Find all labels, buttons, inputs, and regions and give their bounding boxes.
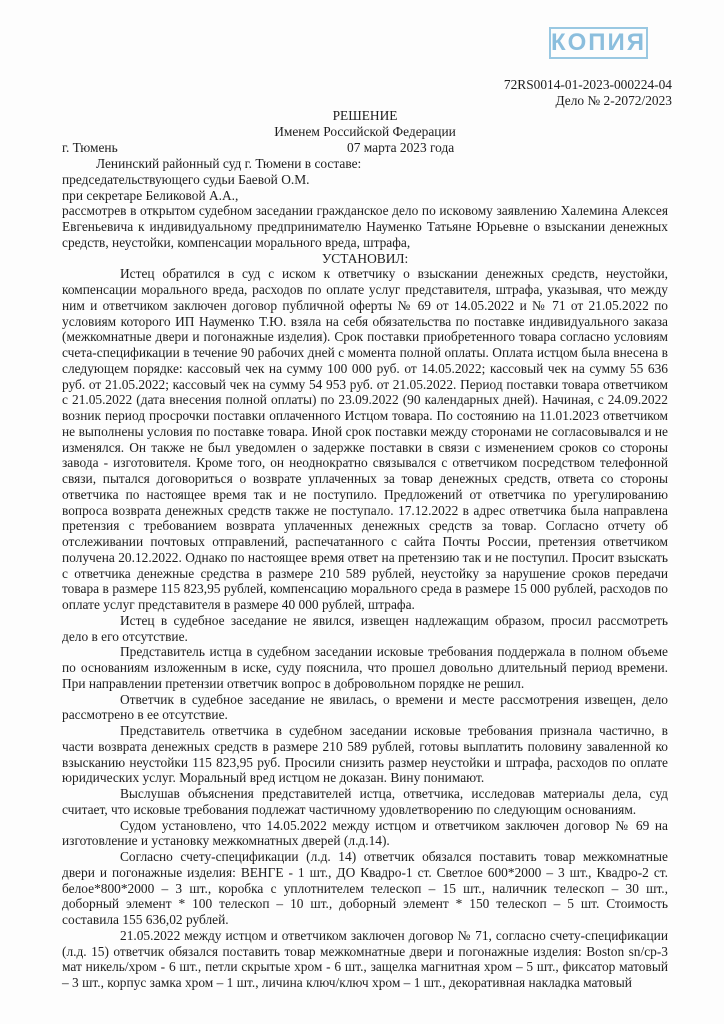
court-secretary: при секретаре Беликовой А.А., xyxy=(62,187,239,203)
paragraph: Согласно счету-спецификации (л.д. 14) ответчик обязался поставить товар межкомнатные двери и погонажные изделия: ВЕНГЕ - 1 шт., ДО Квадро-1 ст. Светлое 600*2000 – 3 шт., Квадро-2 ст. белое*800*2000 – 3 шт., коробка с уплотнителем телескоп – 15 шт., наличник телескоп – 30 шт., доборный элемент * 100 телескоп – 10 шт., доборный элемент * 150 телескоп – 5 шт. Стоимость составила 155 636,02 рублей. xyxy=(62,849,668,927)
title-block xyxy=(62,108,668,140)
presiding-judge: председательствующего судьи Баевой О.М. xyxy=(62,171,310,187)
paragraph: Истец в судебное заседание не явился, извещен надлежащим образом, просил рассмотреть дело в его отсутствие. xyxy=(62,612,668,644)
court-composition: Ленинский районный суд г. Тюмени в составе: xyxy=(96,156,362,171)
paragraph: Истец обратился в суд с иском к ответчику о взыскании денежных средств, неустойки, компенсации морального вреда, расходов по оплате услуг представителя, штрафа, указывая, что между ним и ответчиком заключен договор публичной оферты № 69 от 14.05.2022 и № 71 от 21.05.2022 по условиям которого ИП Науменко Т.Ю. взяла на себя обязательства по поставке индивидуального заказа (межкомнатные двери и погонажные изделия). Срок поставки приобретенного товара согласно условиям счета-спецификации в течение 90 рабочих дней с момента полной оплаты. Оплата истцом была внесена в следующем порядке: кассовый чек на сумму 100 000 руб. от 14.05.2022; кассовый чек на сумму 55 636 руб. от 21.05.2022; кассовый чек на сумму 54 953 руб. от 21.05.2022. Период поставки товара ответчиком с 21.05.2022 (дата внесения полной оплаты) по 23.09.2022 (90 календарных дней). Начиная, с 24.09.2022 возник период просрочки поставки оплаченного Истцом товара. По состоянию на 11.01.2023 ответчиком не выполнены условия по поставке товара. Иной срок поставки между сторонами не согласовывался и не изменялся. Он также не был уведомлен о задержке поставки в связи с изменением сроков со стороны завода - изготовителя. Кроме того, он неоднократно связывался с ответчиком посредством телефонной связи, пытался договориться о возврате уплаченных за товар денежных средств, ответа со стороны ответчика по настоящее время так и не поступило. Предложений от ответчика по урегулированию вопроса возврата денежных средств также не поступало. 17.12.2022 в адрес ответчика была направлена претензия с требованием возврата уплаченных денежных средств за товар. Согласно отчету об отслеживании почтовых отправлений, распечатанного с сайта Почты России, претензия ответчиком получена 20.12.2022. Однако по настоящее время ответ на претензию так и не поступил. Просит взыскать с ответчика денежные средства в размере 210 589 рублей, неустойку за нарушение сроков передачи товара в размере 115 823,95 рублей, компенсацию морального среда в размере 15 000 рублей, расходов по оплате услуг представителя в размере 40 000 рублей, штрафа. xyxy=(62,266,668,612)
paragraph: 21.05.2022 между истцом и ответчиком заключен договор № 71, согласно счету-спецификации (л.д. 15) ответчик обязался поставить товар межкомнатные двери и погонажные изделия: Boston sn/cp-3 мат никель/хром - 6 шт., петли скрытые хром - 6 шт., защелка магнитная хром – 5 шт., фиксатор матовый – 3 шт., корпус замка хром – 1 шт., личина ключ/ключ хром – 1 шт., декоративная накладка матовый xyxy=(62,927,668,990)
place-date-row xyxy=(62,140,668,156)
case-number: Дело № 2-2072/2023 xyxy=(555,92,672,108)
established-heading: УСТАНОВИЛ: xyxy=(321,250,409,266)
place: г. Тюмень xyxy=(62,140,118,155)
decision-date: 07 марта 2023 года xyxy=(347,140,455,155)
decision-subtitle: Именем Российской Федерации xyxy=(274,123,456,139)
case-identifiers xyxy=(372,77,672,109)
case-uid: 72RS0014-01-2023-000224-04 xyxy=(503,77,672,92)
paragraph: Представитель ответчика в судебном заседании исковые требования признала частично, в части возврата денежных средств в размере 210 589 рублей, готовы выплатить половину заваленной ко взысканию неустойки 115 823,95 руб. Просили снизить размер неустойки и штрафа, расходов по оплате юридических услуг. Моральный вред истцом не доказан. Вину понимают. xyxy=(62,723,668,786)
paragraph: Представитель истца в судебном заседании исковые требования поддержала в полном объеме по основаниям изложенным в иске, суду пояснила, что прошел довольно длительный период времени. При направлении претензии ответчик вопрос в добровольном порядке не решил. xyxy=(62,644,668,691)
copy-stamp: КОПИЯ xyxy=(549,27,648,59)
case-description: рассмотрев в открытом судебном заседании гражданское дело по исковому заявлению Халемина Алексея Евгеньевича к индивидуальному предпринимателю Науменко Татьяне Юрьевне о взыскании денежных средств, неустойки, компенсации морального вреда, штрафа, xyxy=(62,203,668,250)
document-body xyxy=(62,156,668,991)
paragraph: Ответчик в судебное заседание не явилась, о времени и месте рассмотрения извещен, дело рассмотрено в ее отсутствие. xyxy=(62,691,668,723)
paragraph: Судом установлено, что 14.05.2022 между истцом и ответчиком заключен договор № 69 на изготовление и установку межкомнатных дверей (л.д.14). xyxy=(62,817,668,849)
decision-title: РЕШЕНИЕ xyxy=(332,108,398,123)
paragraph: Выслушав объяснения представителей истца, ответчика, исследовав материалы дела, суд считает, что исковые требования подлежат частичному удовлетворению по следующим основаниям. xyxy=(62,786,668,817)
